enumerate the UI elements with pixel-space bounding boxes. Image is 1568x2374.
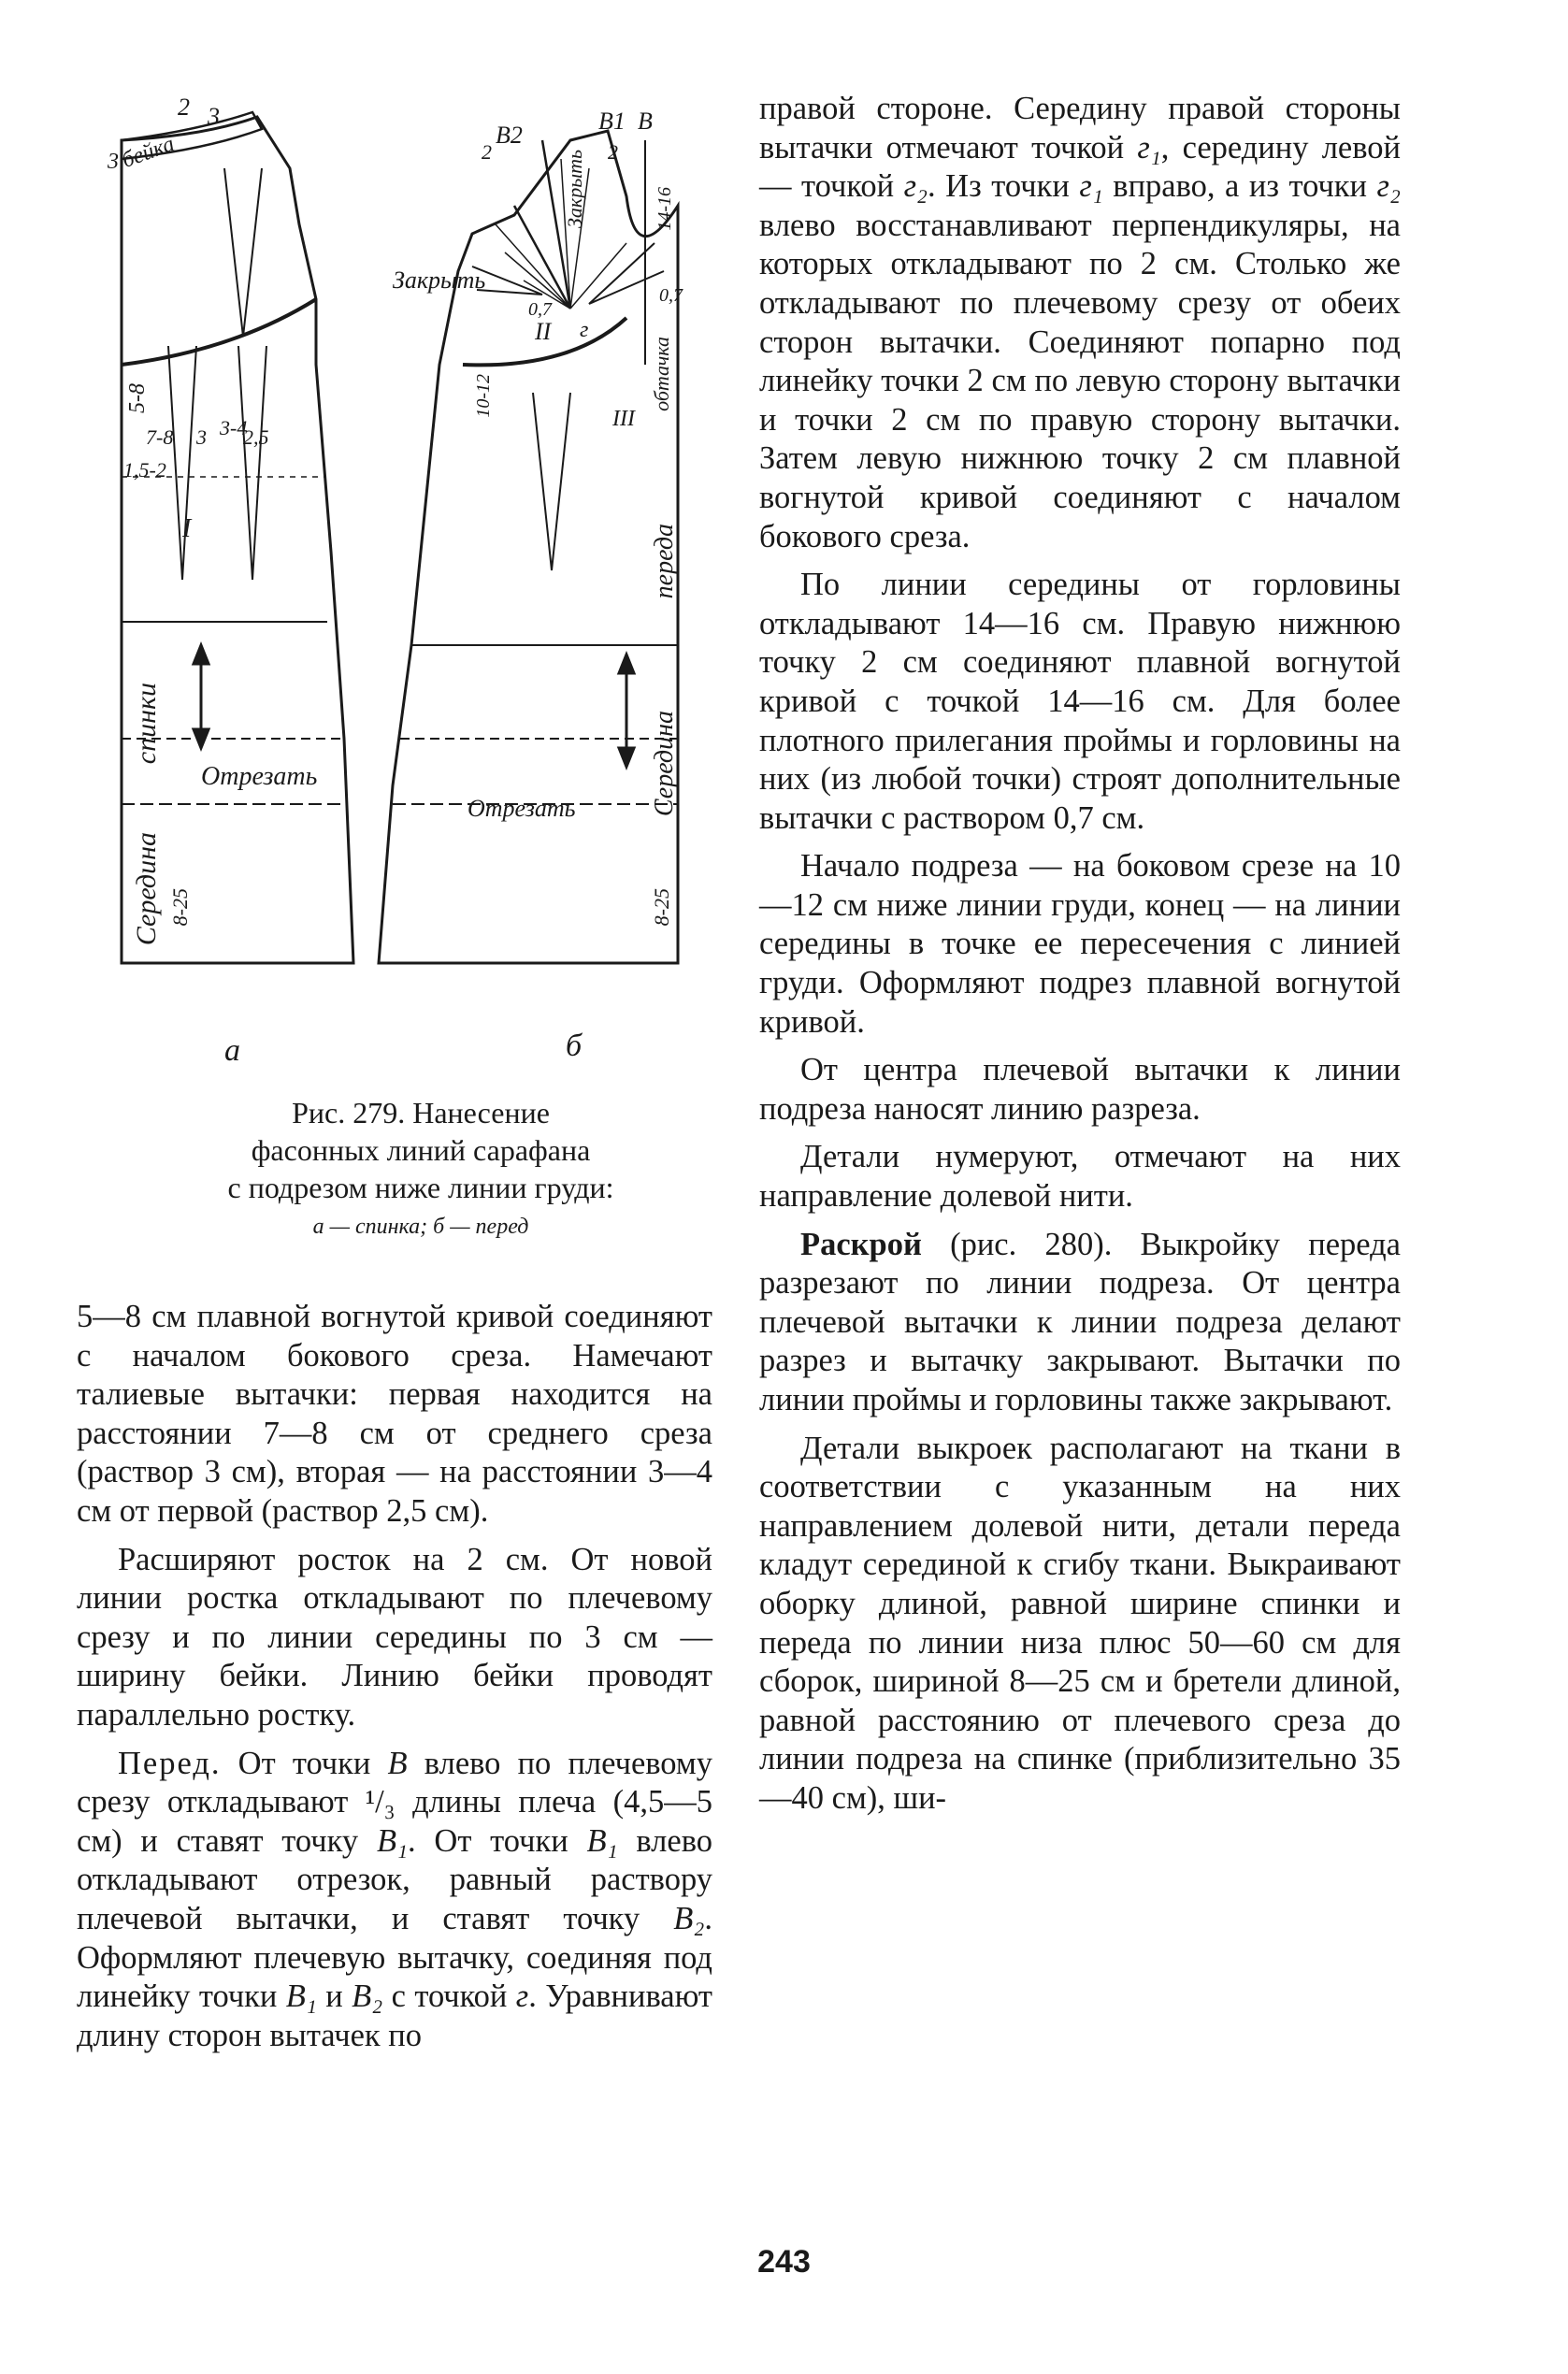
page-number: 243 — [757, 2244, 811, 2280]
pattern-figure — [103, 84, 711, 1253]
text-run: влево откладывают отрезок, равный раствору плечевой вытачки, и ставят точку — [77, 1822, 713, 1936]
paragraph: 5—8 см плавной вогнутой кривой соединяют с началом бокового среза. Намечают талиевые вытачки: первая находится на расстоянии 7—8 см от среднего среза (раствор 3 см), вторая — на расстоянии 3—4 см от первой (раствор 2,5 см). — [77, 1299, 712, 1529]
text-run: От точки — [221, 1745, 388, 1781]
label-back-825: 8-25 — [168, 888, 192, 927]
section-heading: Раскрой — [800, 1226, 922, 1262]
label-front-07a: 0,7 — [528, 299, 552, 320]
paragraph: Начало подреза — на боковом срезе на 10—12 см ниже линии груди, конец — на линии середины в точке ее пересечения с линией груди. Оформляют подрез плавной вогнутой кривой. — [759, 848, 1401, 1040]
label-front-pereda: переда — [650, 524, 679, 599]
back-grain-arrow-head-bottom — [194, 729, 209, 748]
caption-line-3: с подрезом ниже линии груди: — [227, 1171, 614, 1204]
point-label: г₁ — [1079, 168, 1103, 205]
label-beyka: бейка — [119, 132, 178, 174]
text-run: правой стороне. Середину правой стороны вытачки отмечают точкой — [759, 91, 1401, 165]
point-label: В₁ — [285, 1978, 317, 2015]
label-back-I: I — [182, 514, 192, 543]
point-label: В₁ — [376, 1822, 409, 1859]
front-waist-dart — [533, 393, 570, 570]
label-back-3: 3 — [196, 425, 207, 449]
point-label: г₂ — [903, 168, 928, 205]
label-front-g: г — [580, 318, 589, 342]
label-back-78: 7-8 — [146, 425, 174, 449]
pattern-drawing — [103, 84, 711, 1253]
section-heading: Перед. — [118, 1745, 222, 1781]
caption-line-1: Рис. 279. Нанесение — [292, 1096, 550, 1129]
paragraph — [759, 90, 1401, 556]
label-front-825: 8-25 — [650, 888, 673, 927]
text-run: . Из точки — [928, 168, 1080, 205]
point-label: г — [515, 1978, 529, 2015]
left-column — [77, 1298, 712, 2065]
label-front-zakryt-vertical: Закрыть — [563, 150, 586, 228]
right-column — [759, 90, 1401, 1828]
text-run: . Уравнивают длину сторон вытачек по — [77, 1978, 712, 2053]
label-front-2b: 2 — [608, 140, 618, 164]
front-grain-arrow-head — [619, 655, 634, 673]
point-label: г₂ — [1376, 168, 1401, 205]
paragraph-raskroy — [759, 1226, 1401, 1420]
label-n3: 3 — [208, 103, 220, 130]
point-label: В₁ — [586, 1822, 618, 1859]
paragraph: По линии середины от горловины откладывают 14—16 см. Правую нижнюю точку 2 см соединяют плавной вогнутой кривой с точкой 14—16 см. Для более плотного прилегания проймы и горловины на них (из любой точки) строят дополнительные вытачки с раствором 0,7 см. — [759, 567, 1401, 836]
label-front-zakryt: Закрыть — [393, 266, 486, 294]
label-back-58: 5-8 — [125, 383, 150, 413]
caption-line-2: фасонных линий сарафана — [251, 1133, 591, 1167]
figure-caption — [159, 1094, 683, 1245]
point-label: В₂ — [673, 1900, 705, 1936]
text-run: с точкой — [382, 1978, 516, 2015]
text-run: и — [316, 1978, 352, 2015]
text-run: влево восстанавливают перпендикуляры, на которых откладывают по 2 см. Столько же откладывают по плечевому срезу от обеих сторон вытачки. Соединяют попарно под линейку точки 2 см по левую сторону вытачки и точки 2 см по правую сторону вытачки. Затем левую нижнюю точку 2 см плавной вогнутой кривой соединяют с началом бокового среза. — [759, 207, 1401, 554]
back-yoke-curve — [122, 299, 316, 365]
label-front-seredina: Середина — [650, 711, 679, 817]
back-dart-1 — [168, 346, 196, 580]
label-front-otrezat: Отрезать — [468, 795, 576, 822]
point-label: В₂ — [352, 1978, 383, 2015]
label-back-seredina: Середина — [131, 832, 162, 946]
label-back-152: 1,5-2 — [123, 458, 166, 482]
text-run: влево по плечевому срезу откладывают ¹/₃ длины плеча (4,5—5 см) и ставят точку — [77, 1745, 712, 1859]
label-front-1416: 14-16 — [655, 187, 675, 231]
label-back-spinki: спинки — [131, 683, 162, 765]
label-back-25: 2,5 — [243, 425, 269, 449]
point-label: г₁ — [1137, 129, 1161, 165]
point-label: В — [387, 1745, 408, 1781]
label-front-III: III — [612, 407, 635, 431]
label-front-2a: 2 — [482, 140, 492, 164]
back-dart-2 — [238, 346, 266, 580]
text-run: (рис. 280). Выкройку переда разрезают по линии подреза. От центра плечевой вытачки к линии подреза делают разрез и вытачку закрывают. Вытачки по линии проймы и горловины также закрывают. — [759, 1226, 1401, 1417]
text-run: , середину левой — точкой — [759, 129, 1401, 205]
label-back-34: 3-4 — [220, 416, 248, 439]
label-front-1012: 10-12 — [473, 374, 494, 418]
paragraph: От центра плечевой вытачки к линии подреза наносят линию разреза. — [759, 1052, 1401, 1127]
front-grain-arrow-head-bottom — [619, 748, 634, 767]
label-front-B1: B1 — [598, 108, 626, 135]
paragraph: Детали нумеруют, отмечают на них направление долевой нити. — [759, 1139, 1401, 1215]
label-front-obtachka: обтачка — [650, 337, 673, 411]
text-run: . Оформляют плечевую вытачку, соединяя под линейку точки — [77, 1900, 712, 2015]
text-run: . От точки — [408, 1822, 587, 1859]
label-b: б — [566, 1029, 583, 1063]
label-front-07b: 0,7 — [659, 285, 683, 306]
label-n2: 2 — [178, 94, 190, 121]
label-front-B: B — [638, 108, 653, 135]
caption-sub: а — спинка; б — перед — [312, 1215, 529, 1239]
paragraph: Детали выкроек располагают на ткани в соответствии с указанным на них направлением долевой нити, детали переда кладут серединой к сгибу ткани. Выкраивают оборку длиной, равной ширине спинки и переда по линии низа плюс 50—60 см для сборок, шириной 8—25 см и бретели длиной, равной расстоянию от плечевого среза до линии подреза на спинке (приблизительно 35—40 см), ши- — [759, 1430, 1401, 1816]
text-run: вправо, а из точки — [1102, 168, 1377, 205]
label-back-otrezat: Отрезать — [201, 762, 318, 791]
front-outline — [379, 131, 678, 963]
label-front-B2: B2 — [496, 122, 523, 149]
back-grain-arrow-head — [194, 645, 209, 664]
label-a: а — [224, 1033, 240, 1068]
paragraph-front — [77, 1745, 712, 2056]
label-front-II: II — [535, 318, 552, 345]
back-dart-top — [224, 168, 262, 337]
label-n3b: 3 — [108, 150, 119, 174]
paragraph: Расширяют росток на 2 см. От новой линии ростка откладывают по плечевому срезу и по линии середины по 3 см — ширину бейки. Линию бейки проводят параллельно ростку. — [77, 1541, 712, 1733]
